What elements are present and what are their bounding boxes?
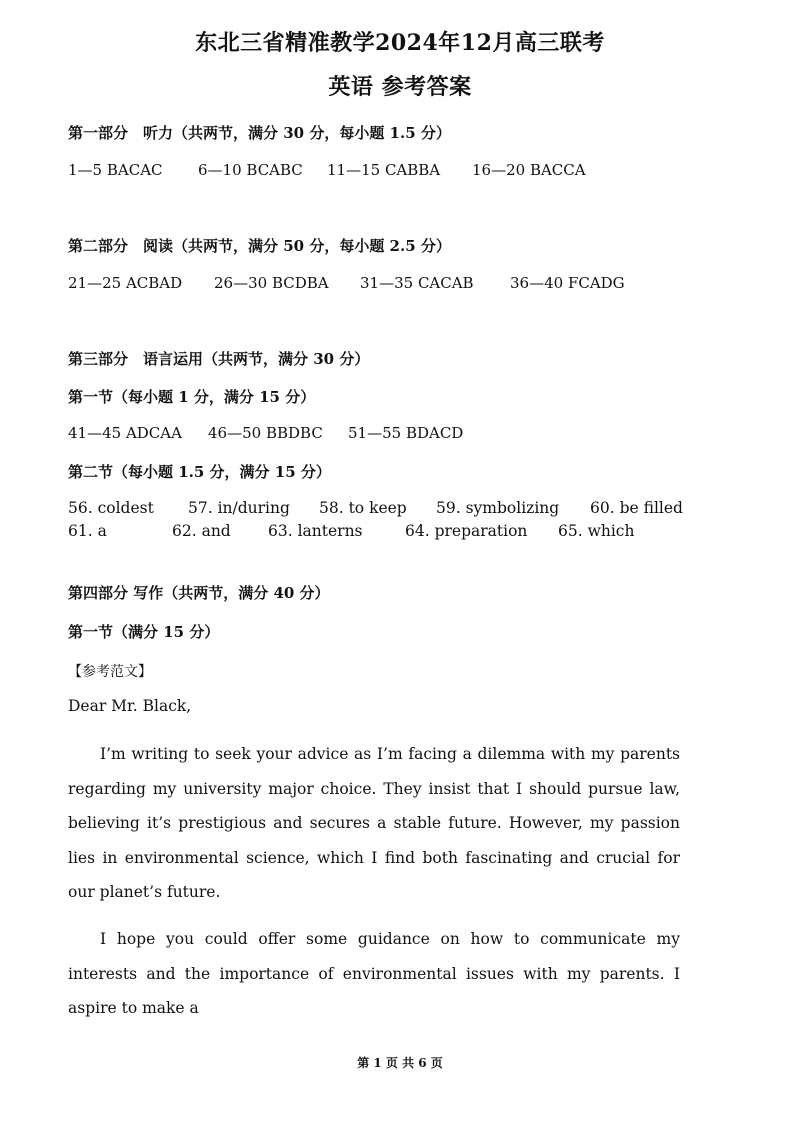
answer-group: 1—5 BACAC	[68, 161, 163, 179]
page-subtitle: 英语 参考答案	[328, 74, 472, 100]
answer-item: 64. preparation	[405, 522, 528, 540]
answer-item: 61. a	[68, 522, 107, 540]
part2-heading: 第二部分 阅读（共两节，满分 50 分，每小题 2.5 分）	[68, 237, 451, 255]
answer-group: 36—40 FCADG	[510, 274, 625, 292]
part3-section2-row2	[68, 522, 708, 542]
part4-heading: 第四部分 写作（共两节，满分 40 分）	[68, 584, 330, 602]
answer-group: 21—25 ACBAD	[68, 274, 183, 292]
answer-item: 56. coldest	[68, 499, 154, 517]
answer-item: 65. which	[558, 522, 635, 540]
part4-section1-heading: 第一节（满分 15 分）	[68, 623, 220, 641]
part1-heading: 第一部分 听力（共两节，满分 30 分，每小题 1.5 分）	[68, 124, 451, 142]
page-title: 东北三省精准教学2024年12月高三联考	[195, 30, 605, 56]
letter-greeting: Dear Mr. Black,	[68, 697, 192, 715]
part3-section1-heading: 第一节（每小题 1 分，满分 15 分）	[68, 388, 316, 406]
answer-item: 60. be filled	[590, 499, 683, 517]
part2-answers	[68, 274, 688, 294]
essay-paragraph: I hope you could offer some guidance on how to communicate my interests and the importance of environmental issues with my parents. I aspire to make a	[68, 930, 680, 1017]
answer-item: 57. in/during	[188, 499, 290, 517]
answer-group: 31—35 CACAB	[360, 274, 474, 292]
answer-group: 11—15 CABBA	[327, 161, 441, 179]
part1-answers	[68, 161, 688, 181]
answer-group: 41—45 ADCAA	[68, 424, 182, 442]
answer-group: 51—55 BDACD	[348, 424, 464, 442]
part3-section1-answers	[68, 424, 688, 444]
answer-group: 16—20 BACCA	[472, 161, 586, 179]
page-footer: 第 1 页 共 6 页	[357, 1056, 443, 1070]
answer-group: 6—10 BCABC	[198, 161, 303, 179]
answer-item: 58. to keep	[319, 499, 407, 517]
part3-section2-heading: 第二节（每小题 1.5 分，满分 15 分）	[68, 463, 331, 481]
essay-paragraph: I’m writing to seek your advice as I’m facing a dilemma with my parents regarding my university major choice. They insist that I should pursue law, believing it’s prestigious and secures a stable future. However, my passion lies in environmental science, which I find both fascinating and crucial for our planet’s future.	[68, 745, 680, 901]
answer-group: 46—50 BBDBC	[208, 424, 323, 442]
part3-section2-row1	[68, 499, 708, 519]
answer-item: 63. lanterns	[268, 522, 363, 540]
answer-group: 26—30 BCDBA	[214, 274, 329, 292]
answer-item: 59. symbolizing	[436, 499, 560, 517]
answer-item: 62. and	[172, 522, 231, 540]
part3-heading: 第三部分 语言运用（共两节，满分 30 分）	[68, 350, 370, 368]
sample-essay-label: 【参考范文】	[68, 664, 152, 680]
